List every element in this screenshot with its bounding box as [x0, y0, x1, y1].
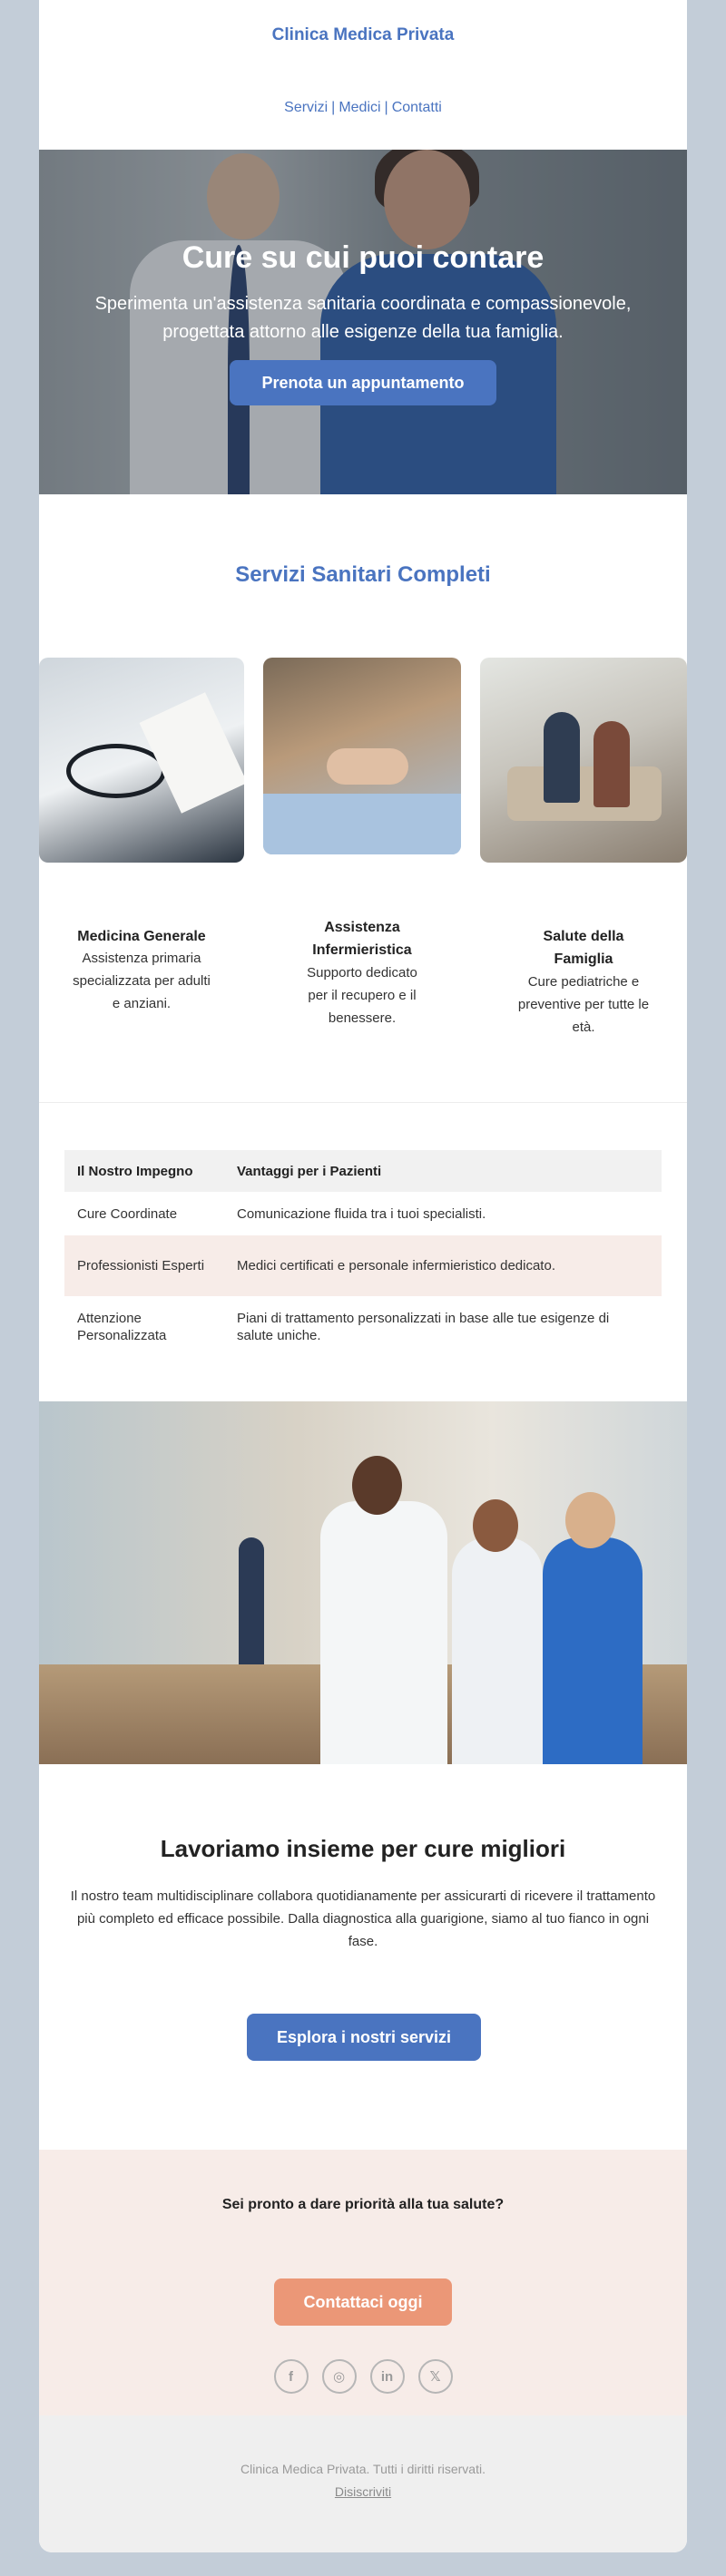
service-desc-general-medicine — [39, 947, 244, 1015]
service-desc-line: Supporto dedicato — [307, 965, 417, 981]
table-cell: Piani di trattamento personalizzati in base alle tue esigenze di salute uniche. — [237, 1311, 610, 1343]
stethoscope-shape — [66, 744, 166, 798]
social-links — [39, 2359, 687, 2394]
hero-subtitle-line: progettata attorno alle esigenze della tua famiglia. — [162, 322, 564, 342]
team-image — [39, 1401, 687, 1764]
table-cell: Medici certificati e personale infermieristico dedicato. — [224, 1235, 662, 1296]
work-together-title: Lavoriamo insieme per cure migliori — [160, 1835, 566, 1862]
bed-shape — [263, 794, 461, 854]
header — [39, 0, 687, 150]
family-shape — [544, 712, 580, 803]
email-card — [39, 0, 687, 2552]
service-desc-line: età. — [572, 1020, 595, 1035]
nurse-figure — [452, 1537, 543, 1764]
footer-copyright: Clinica Medica Privata. Tutti i diritti riservati. — [240, 2462, 486, 2476]
service-name-line: Assistenza — [324, 920, 400, 935]
table-cell: Attenzione Personalizzata — [77, 1311, 167, 1343]
service-desc-line: per il recupero e il — [308, 988, 417, 1003]
nav-separator: | — [384, 100, 388, 115]
nav-link-contatti[interactable]: Contatti — [391, 100, 442, 115]
service-desc-line: e anziani. — [112, 996, 172, 1011]
hero-subtitle-line: Sperimenta un'assistenza sanitaria coordinata e compassionevole, — [94, 294, 632, 314]
instagram-icon[interactable]: ◎ — [322, 2359, 357, 2394]
brand-name[interactable]: Clinica Medica Privata — [271, 25, 455, 44]
hero-subtitle — [66, 290, 660, 346]
unsubscribe-link[interactable]: Disiscriviti — [334, 2484, 392, 2499]
hands-shape — [327, 748, 408, 785]
nurse-figure-head — [473, 1499, 518, 1552]
service-desc-line: specializzata per adulti — [73, 973, 211, 989]
commitment-table — [64, 1150, 662, 1358]
cta-section — [39, 2150, 687, 2415]
table-row — [64, 1296, 662, 1358]
doctor-figure-head — [352, 1456, 402, 1515]
table-header-cell: Vantaggi per i Pazienti — [224, 1150, 662, 1192]
services-title: Servizi Sanitari Completi — [235, 562, 491, 587]
service-name-general-medicine: Medicina Generale — [77, 929, 206, 944]
service-name-nursing — [263, 916, 461, 961]
doctor-figure — [320, 1501, 447, 1764]
service-desc-nursing — [263, 961, 461, 1029]
table-header-row — [64, 1150, 662, 1192]
table-cell: Cure Coordinate — [77, 1205, 178, 1222]
service-name-line: Infermieristica — [312, 942, 412, 958]
family-shape — [594, 721, 630, 807]
service-name-line: Salute della — [543, 929, 624, 944]
hero-title: Cure su cui puoi contare — [182, 240, 544, 275]
nav-separator: | — [331, 100, 336, 115]
service-desc-line: preventive per tutte le — [517, 997, 650, 1012]
table-cell: Comunicazione fluida tra i tuoi specialisti. — [237, 1205, 486, 1222]
work-together-text: Il nostro team multidisciplinare collabora quotidianamente per assicurarti di ricevere il trattamento più completo ed efficace possibile. Dalla diagnostica alla guarigione, siamo al tuo fianco in ogni fase. — [70, 1888, 656, 1949]
nurse-figure — [543, 1537, 643, 1764]
background-figure — [239, 1537, 264, 1664]
contact-us-button[interactable]: Contattaci oggi — [274, 2278, 452, 2326]
nav-link-servizi[interactable]: Servizi — [284, 100, 329, 115]
section-divider — [39, 1102, 687, 1103]
table-cell: Professionisti Esperti — [64, 1235, 224, 1296]
facebook-icon[interactable]: f — [274, 2359, 309, 2394]
book-appointment-button[interactable]: Prenota un appuntamento — [230, 360, 496, 405]
nurse-figure-head — [565, 1492, 615, 1548]
sofa-shape — [507, 766, 662, 821]
explore-services-button[interactable]: Esplora i nostri servizi — [247, 2014, 481, 2061]
service-desc-line: Cure pediatriche e — [527, 974, 640, 990]
service-desc-line: benessere. — [328, 1010, 397, 1026]
nav-link-medici[interactable]: Medici — [338, 100, 381, 115]
footer — [39, 2415, 687, 2552]
service-name-family-health — [480, 925, 687, 971]
table-row — [64, 1235, 662, 1296]
service-image-family-health — [480, 658, 687, 863]
service-desc-family-health — [480, 971, 687, 1039]
service-name-line: Famiglia — [554, 951, 613, 967]
table-header-cell: Il Nostro Impegno — [64, 1150, 224, 1192]
service-desc-line: Assistenza primaria — [82, 951, 201, 966]
service-image-nursing — [263, 658, 461, 854]
nav-bar — [39, 100, 687, 116]
table-row — [64, 1192, 662, 1235]
clipboard-shape — [140, 692, 244, 814]
service-image-general-medicine — [39, 658, 244, 863]
cta-title: Sei pronto a dare priorità alla tua salute? — [221, 2197, 505, 2212]
x-icon[interactable]: 𝕏 — [418, 2359, 453, 2394]
linkedin-icon[interactable]: in — [370, 2359, 405, 2394]
